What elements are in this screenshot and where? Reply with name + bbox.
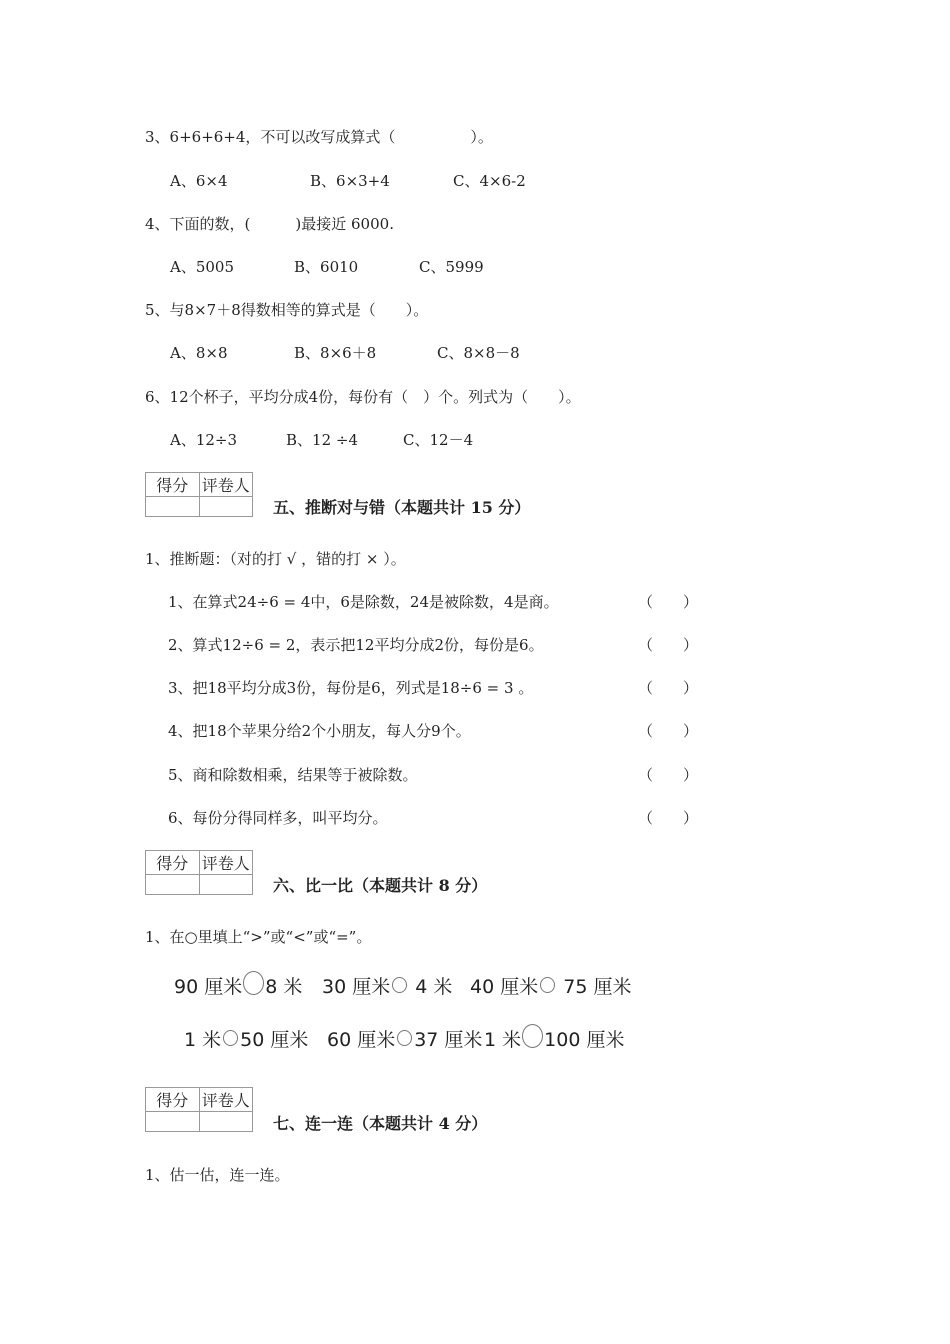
compare-circle-icon[interactable] xyxy=(540,977,555,993)
score-box-section-6 xyxy=(145,850,253,895)
section-5-instruction: 1、推断题：（对的打 √ ，错的打 × ）。 xyxy=(145,550,406,568)
score-label: 得分 xyxy=(146,851,200,875)
compare-right: 37 厘米 xyxy=(414,1029,483,1051)
judge-item-4 xyxy=(168,721,698,741)
compare-right: 75 厘米 xyxy=(557,976,632,998)
judge-item-text: 1、在算式24÷6 = 4中，6是除数，24是被除数，4是商。 xyxy=(168,593,559,611)
compare-right: 100 厘米 xyxy=(544,1029,625,1051)
grader-label: 评卷人 xyxy=(199,473,253,497)
compare-left: 1 米 xyxy=(484,1029,522,1051)
judge-item-text: 5、商和除数相乘，结果等于被除数。 xyxy=(168,766,418,784)
answer-parentheses[interactable]: （ ） xyxy=(637,636,698,654)
section-5-title: 五、推断对与错（本题共计 15 分） xyxy=(273,498,531,517)
grader-label: 评卷人 xyxy=(199,851,253,875)
q5-option-b: B、8×6＋8 xyxy=(294,344,377,362)
q6-option-b: B、12 ÷4 xyxy=(286,431,358,449)
judge-item-1 xyxy=(168,592,698,612)
grader-cell xyxy=(199,875,253,895)
score-box-section-7 xyxy=(145,1087,253,1132)
question-5-stem: 5、与8×7＋8得数相等的算式是（ ）。 xyxy=(145,301,429,319)
compare-left: 60 厘米 xyxy=(327,1029,396,1051)
compare-left: 40 厘米 xyxy=(470,976,539,998)
compare-2-3 xyxy=(484,1027,624,1053)
compare-2-2 xyxy=(327,1027,482,1053)
judge-item-text: 3、把18平均分成3份，每份是6，列式是18÷6 = 3 。 xyxy=(168,679,534,697)
score-cell xyxy=(146,875,200,895)
judge-item-text: 4、把18个苹果分给2个小朋友，每人分9个。 xyxy=(168,722,471,740)
q5-option-a: A、8×8 xyxy=(170,344,228,362)
section-7-instruction: 1、估一估，连一连。 xyxy=(145,1166,290,1184)
judge-item-text: 2、算式12÷6 = 2，表示把12平均分成2份，每份是6。 xyxy=(168,636,544,654)
compare-2-1 xyxy=(184,1027,308,1053)
answer-parentheses[interactable]: （ ） xyxy=(637,809,698,827)
grader-cell xyxy=(199,1112,253,1132)
judge-item-5 xyxy=(168,765,698,785)
grader-label: 评卷人 xyxy=(199,1088,253,1112)
q4-option-c: C、5999 xyxy=(419,258,484,276)
question-6-stem: 6、12个杯子，平均分成4份，每份有（ ）个。列式为（ ）。 xyxy=(145,388,581,406)
section-6-title: 六、比一比（本题共计 8 分） xyxy=(273,876,488,895)
score-label: 得分 xyxy=(146,473,200,497)
section-7-title: 七、连一连（本题共计 4 分） xyxy=(273,1114,488,1133)
answer-parentheses[interactable]: （ ） xyxy=(637,722,698,740)
compare-right: 8 米 xyxy=(265,976,303,998)
judge-item-2 xyxy=(168,635,698,655)
score-box-section-5 xyxy=(145,472,253,517)
compare-right: 50 厘米 xyxy=(240,1029,309,1051)
compare-circle-icon[interactable] xyxy=(223,1030,238,1046)
q6-option-a: A、12÷3 xyxy=(170,431,238,449)
compare-1-3 xyxy=(470,974,631,1000)
compare-circle-icon[interactable] xyxy=(397,1030,412,1046)
q3-option-c: C、4×6-2 xyxy=(453,172,526,190)
judge-item-text: 6、每份分得同样多，叫平均分。 xyxy=(168,809,388,827)
q6-option-c: C、12－4 xyxy=(403,431,474,449)
question-3-stem: 3、6+6+6+4，不可以改写成算式（ ）。 xyxy=(145,128,493,146)
compare-1-2 xyxy=(322,974,452,1000)
question-4-stem: 4、下面的数，( )最接近 6000. xyxy=(145,215,394,233)
q3-option-a: A、6×4 xyxy=(170,172,228,190)
section-6-instruction: 1、在○里填上“>”或“<”或“=”。 xyxy=(145,928,372,946)
compare-left: 1 米 xyxy=(184,1029,222,1051)
score-cell xyxy=(146,1112,200,1132)
answer-parentheses[interactable]: （ ） xyxy=(637,766,698,784)
grader-cell xyxy=(199,497,253,517)
compare-left: 90 厘米 xyxy=(174,976,243,998)
compare-circle-icon[interactable] xyxy=(392,977,407,993)
q3-option-b: B、6×3+4 xyxy=(310,172,390,190)
compare-right: 4 米 xyxy=(409,976,453,998)
q4-option-b: B、6010 xyxy=(294,258,359,276)
q5-option-c: C、8×8－8 xyxy=(437,344,520,362)
compare-1-1 xyxy=(174,974,302,1000)
q4-option-a: A、5005 xyxy=(170,258,235,276)
answer-parentheses[interactable]: （ ） xyxy=(637,679,698,697)
compare-circle-icon[interactable] xyxy=(243,971,264,995)
score-label: 得分 xyxy=(146,1088,200,1112)
compare-circle-icon[interactable] xyxy=(522,1024,543,1048)
judge-item-3 xyxy=(168,678,698,698)
score-cell xyxy=(146,497,200,517)
answer-parentheses[interactable]: （ ） xyxy=(637,593,698,611)
judge-item-6 xyxy=(168,808,698,828)
compare-left: 30 厘米 xyxy=(322,976,391,998)
